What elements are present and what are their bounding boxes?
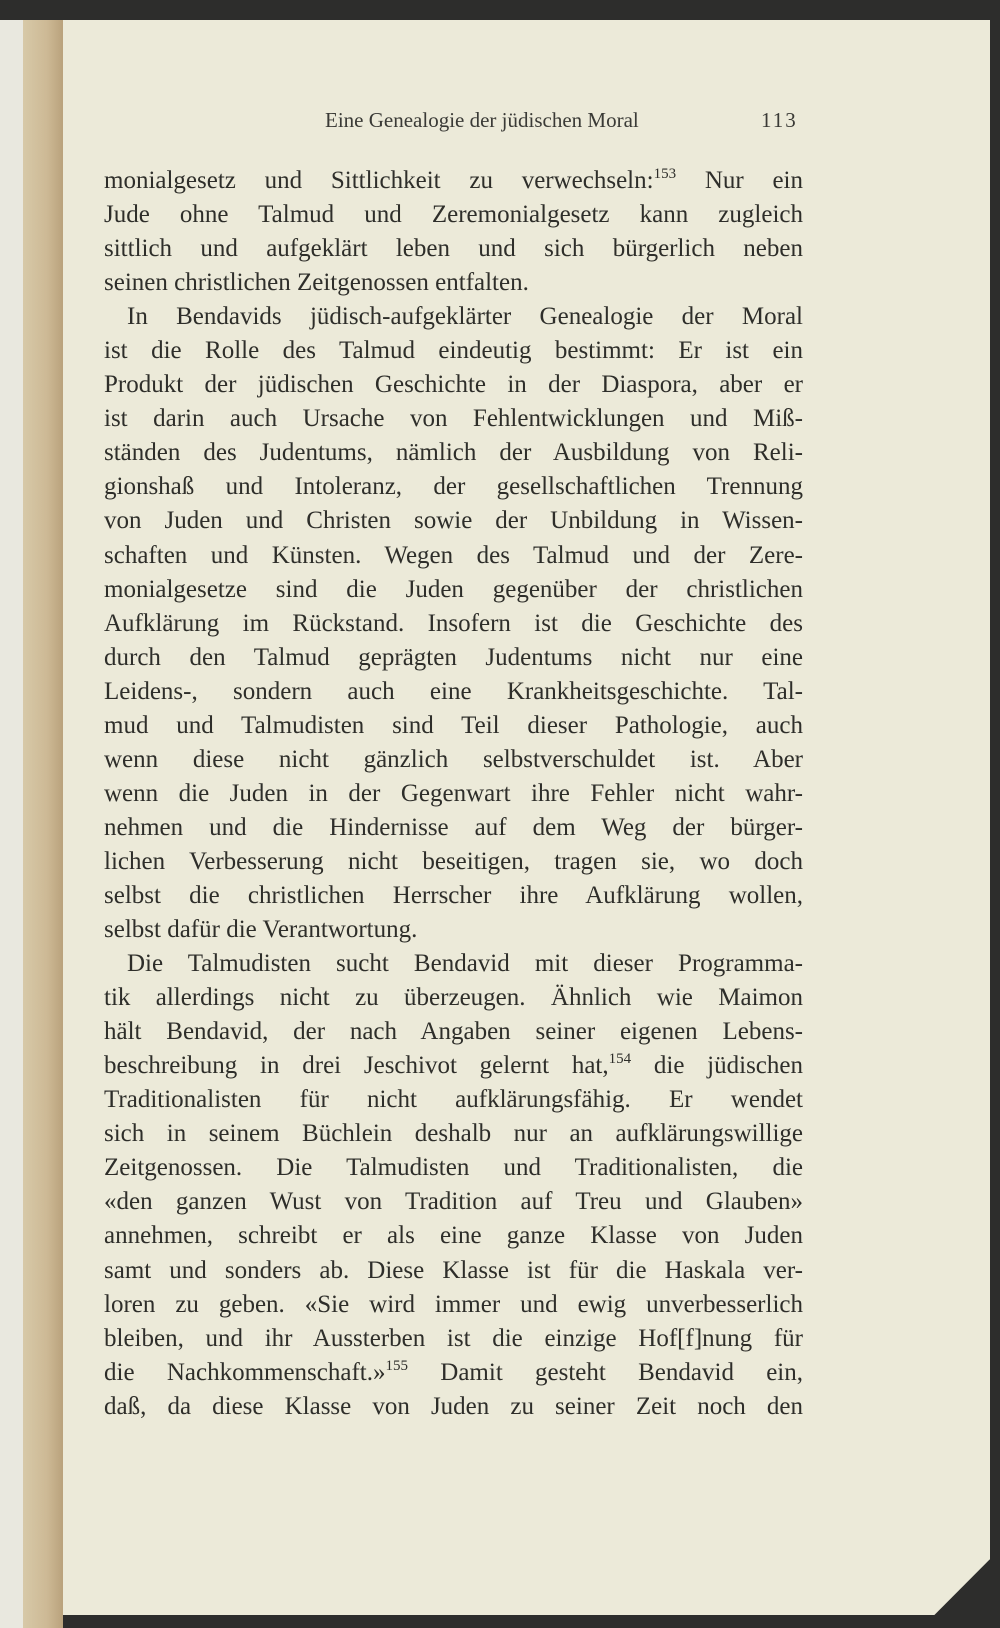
text-line (104, 641, 803, 675)
line-text: seinen christlichen Zeitgenossen entfalten. (104, 269, 529, 297)
line-text: selbst dafür die Verantwortung. (104, 916, 418, 944)
text-line (104, 845, 803, 879)
line-text: monialgesetz und Sittlichkeit zu verwechseln: (104, 167, 654, 194)
text-line (104, 811, 803, 845)
line-text: gionshaß und Intoleranz, der gesellschaftlichen Trennung (104, 473, 803, 501)
line-text: samt und sonders ab. Diese Klasse ist für die Haskala ver- (104, 1256, 803, 1284)
book-gutter (23, 20, 63, 1628)
adjacent-page-edge (0, 20, 23, 1628)
line-text: Die Talmudisten sucht Bendavid mit dieser Programma- (127, 950, 803, 978)
text-line (104, 436, 803, 470)
line-text: Jude ohne Talmud und Zeremonialgesetz kann zugleich (104, 201, 803, 229)
text-line (104, 709, 803, 743)
text-line (104, 300, 803, 334)
footnote-reference: 155 (385, 1357, 408, 1374)
text-line (104, 1322, 803, 1356)
text-line (104, 266, 803, 300)
line-text: die Nachkommenschaft.» (104, 1358, 386, 1386)
line-text: beschreibung in drei Jeschivot gelernt hat, (104, 1052, 609, 1080)
line-text: schaften und Künsten. Wegen des Talmud und der Zere- (104, 541, 803, 569)
text-line (104, 879, 803, 913)
line-text: nehmen und die Hindernisse auf dem Weg der bürger- (104, 813, 803, 841)
line-text: tik allerdings nicht zu überzeugen. Ähnlich wie Maimon (104, 984, 803, 1012)
text-line (104, 164, 803, 198)
line-text: ist die Rolle des Talmud eindeutig bestimmt: Er ist ein (104, 337, 803, 365)
text-line (104, 607, 803, 641)
text-line (104, 1083, 803, 1117)
text-line (104, 334, 803, 368)
text-line (104, 232, 803, 266)
page-number: 113 (761, 108, 798, 132)
line-text: hält Bendavid, der nach Angaben seiner eigenen Lebens- (104, 1018, 803, 1046)
text-line (104, 1288, 803, 1322)
text-line (104, 198, 803, 232)
line-text: mud und Talmudisten sind Teil dieser Pathologie, auch (104, 711, 803, 739)
line-text: loren zu geben. «Sie wird immer und ewig unverbesserlich (104, 1290, 803, 1318)
line-text: wenn diese nicht gänzlich selbstverschuldet ist. Aber (104, 745, 803, 773)
text-line (104, 1185, 803, 1219)
line-text: lichen Verbesserung nicht beseitigen, tragen sie, wo doch (104, 847, 803, 875)
line-text: Leidens-, sondern auch eine Krankheitsgeschichte. Tal- (104, 677, 803, 705)
line-text: annehmen, schreibt er als eine ganze Klasse von Juden (104, 1222, 803, 1250)
text-line (104, 913, 803, 947)
line-text: Damit gesteht Bendavid ein, (408, 1358, 804, 1386)
text-line (104, 1015, 803, 1049)
footnote-reference: 154 (608, 1051, 632, 1068)
line-text: In Bendavids jüdisch-aufgeklärter Genealogie der Moral (127, 303, 803, 331)
text-line (104, 1219, 803, 1253)
line-text: Produkt der jüdischen Geschichte in der Diaspora, aber er (104, 371, 803, 399)
text-line (104, 504, 803, 538)
line-text: ist darin auch Ursache von Fehlentwicklungen und Miß- (104, 405, 803, 433)
text-line (104, 777, 803, 811)
line-text: monialgesetze sind die Juden gegenüber der christlichen (104, 575, 803, 603)
line-text: Zeitgenossen. Die Talmudisten und Traditionalisten, die (104, 1154, 803, 1182)
line-text: bleiben, und ihr Aussterben ist die einzige Hof[f]nung für (104, 1324, 803, 1352)
text-line (104, 947, 803, 981)
footnote-reference: 153 (653, 166, 677, 182)
text-line (104, 675, 803, 709)
text-line (104, 470, 803, 504)
line-text: Traditionalisten für nicht aufklärungsfähig. Er wendet (104, 1086, 803, 1114)
text-line (104, 1356, 803, 1390)
line-text: Nur ein (676, 167, 803, 194)
line-text: selbst die christlichen Herrscher ihre Aufklärung wollen, (104, 881, 803, 909)
page-header (0, 108, 1000, 138)
line-text: daß, da diese Klasse von Juden zu seiner Zeit noch den (104, 1392, 803, 1420)
text-line (104, 981, 803, 1015)
line-text: Aufklärung im Rückstand. Insofern ist die Geschichte des (104, 609, 803, 637)
text-line (104, 743, 803, 777)
line-text: ständen des Judentums, nämlich der Ausbildung von Reli- (104, 439, 803, 467)
text-line (104, 1254, 803, 1288)
line-text: «den ganzen Wust von Tradition auf Treu und Glauben» (104, 1188, 803, 1216)
line-text: die jüdischen (631, 1052, 803, 1080)
body-text (104, 164, 803, 1424)
text-line (104, 368, 803, 402)
text-line (104, 1151, 803, 1185)
line-text: sich in seinem Büchlein deshalb nur an aufklärungswillige (104, 1120, 803, 1148)
text-line (104, 573, 803, 607)
text-line (104, 1049, 803, 1083)
running-title: Eine Genealogie der jüdischen Moral (325, 108, 639, 132)
text-line (104, 539, 803, 573)
text-line (104, 1390, 803, 1424)
line-text: von Juden und Christen sowie der Unbildung in Wissen- (104, 507, 803, 535)
line-text: durch den Talmud geprägten Judentums nicht nur eine (104, 643, 803, 671)
line-text: sittlich und aufgeklärt leben und sich bürgerlich neben (104, 235, 803, 263)
text-line (104, 402, 803, 436)
text-line (104, 1117, 803, 1151)
line-text: wenn die Juden in der Gegenwart ihre Fehler nicht wahr- (104, 779, 803, 807)
